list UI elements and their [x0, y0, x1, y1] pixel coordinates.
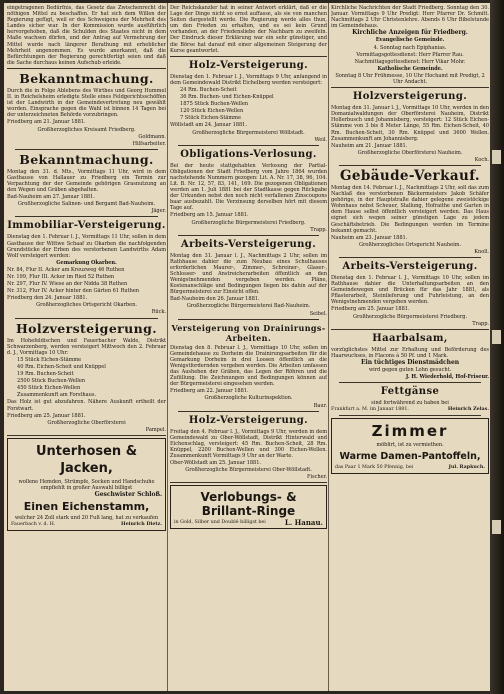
advert-footer [331, 407, 489, 413]
notice-date: Ober-Wöllstadt am 25. Januar 1881. [170, 460, 261, 467]
notice-body: Im Hohefeldischen und Fauerbacher Walde, Distrikt Schwarzenberg, werden versteigert Mittwoch den 2. Februar d. J., Vormittags 10 Uhr: [7, 337, 166, 356]
divider [170, 56, 327, 57]
notice-title: Arbeits-Versteigerung. [342, 261, 478, 272]
advert-text: wird gegen guten Lohn gesucht. [368, 367, 452, 374]
notice-body: Montag den 31. Januar l. J., Nachmittags 2 Uhr, sollen im Rathhause dahier die zum Neubau eines Schulhauses erforderlichen Maurer-, Zimmer-, Schreiner-, Glaser-, Schlosser- und Anstreicherarbeiten öffentlich an den Wenigstnehmenden vergeben werden. Pläne, Kostenanschläge und Bedingungen liegen bis dahin auf der Bürgermeisterei zur Einsicht offen. [170, 252, 327, 296]
advert-headline: Warme Damen-Pantoffeln, [339, 451, 481, 463]
notice-office: Großherzogliche Bürgermeisterei Friedberg. [352, 313, 468, 320]
divider [178, 235, 319, 236]
notice-body: Dienstag den 1. Februar l. J., Vormittags 10 Uhr, sollen im Rathhause dahier die Unterhaltungsarbeiten an den Gemeindewegen und Brücken für das Jahr 1881, als Pflasterarbeit, Steinlieferung und Fuhrleistung, an den Wenigstnehmenden vergeben werden. [331, 275, 489, 306]
notice-date: Friedberg am 21. Januar 1881. [7, 119, 86, 126]
list-item: 2500 Stück Buchen-Wellen [17, 378, 86, 385]
advert-text: möblirt, ist zu vermiethen. [376, 442, 444, 449]
notice-date: Bad-Nauheim am 27. Januar 1881. [7, 194, 95, 201]
notice-sign: Baur. [313, 402, 327, 409]
list-item: 24 Rm. Buchen-Scheit [180, 86, 237, 93]
advert-haarbalsam [331, 333, 489, 380]
notice-holzversteigerung [7, 322, 166, 433]
advert-shop: Geschwister Schloß. [94, 491, 162, 499]
notice-office: Großherzogliches Kreisamt Friedberg. [37, 126, 136, 133]
intro-text: eingetragenen Bedürfnis, das Gesetz das Zwischenrecht die nöthigen Mittel zu beschaffen. Er hat sich dem Willen der Regierung gefügt, weil er des Schweigens der Mehrheit des Landes sicher war. In der Kommission wurde ausführlich hervorgehoben, daß die Schulden des Staates nicht in dem Maße wachsen dürfen, und der Antrag auf Vermehrung der Mittel wurde nach längerer Berathung mit erheblicher Mehrheit angenommen. Es wurde anerkannt, daß die Befürchtungen der Regierung gerechtfertigt seien und daß die Sache durchaus keinen Aufschub erleide. [7, 5, 166, 66]
advert-footer [335, 465, 485, 471]
advert-footer [174, 520, 323, 526]
notice-title: Arbeits-Versteigerung. [180, 238, 317, 250]
notice-gebaeude-verkauf [331, 169, 489, 255]
list-item: 1875 Stück Buchen-Wellen [180, 101, 249, 108]
notice-sign: Jäger. [151, 208, 166, 215]
list-item: 36 Rm. Buchen- und Eichen-Knüppel [180, 94, 274, 101]
notice-sign: Knoll. [474, 248, 489, 255]
notice-drainirungs-arbeiten [170, 323, 327, 409]
list-item: 15 Stück Eichen-Stämme [17, 356, 82, 363]
notice-title: Immobiliar-Versteigerung. [7, 220, 166, 232]
church-subtitle: Evangelische Gemeinde. [375, 37, 445, 44]
advert-seller: Heinrich Zelas. [447, 406, 489, 413]
column-rule [167, 3, 168, 691]
divider [339, 415, 481, 416]
list-item: Nr. 199, Flur III. Acker im Ried 52 Ruthen [7, 274, 115, 280]
notice-office: Großherzogliche Bürgermeisterei Ober-Wöllstadt. [185, 467, 312, 474]
notice-office: Großherzogliches Ortsgericht Okarben. [36, 302, 137, 309]
notice-obligations-verlosung [170, 149, 327, 233]
list-item: Nachmittagsgottesdienst: Herr Vikar Mohr. [354, 58, 466, 65]
advert-headline: Fettgänse [380, 386, 440, 398]
notice-date: Friedberg den 24. Januar 1881. [7, 295, 88, 302]
notice-office: Großherzogliche Bürgermeisterei Friedberg. [191, 219, 306, 226]
list-item: Vormittagsgottesdienst: Herr Pfarrer Rau. [356, 51, 464, 58]
list-item: 19 Rm. Buchen-Scheit [17, 371, 74, 378]
notice-office: Großherzogliche Bürgermeisterei Wöllstadt. [192, 129, 305, 136]
notice-date: Bad-Nauheim den 26. Januar 1881. [170, 296, 260, 303]
notice-holzversteigerung [331, 91, 489, 163]
church-title: Kirchliche Anzeigen für Friedberg. [352, 29, 468, 37]
list-item: 450 Stück Eichen-Wellen [17, 385, 81, 392]
notice-arbeits-versteigerung [331, 261, 489, 327]
notice-office: Großherzogliche Bürgermeisterei Bad-Nauheim. [186, 303, 311, 310]
divider [15, 216, 158, 217]
list-item: Nr. 297, Flur IV. Wiese an der Nidda 38 Ruthen [7, 281, 128, 288]
advert-headline: Verlobungs- & Brillant-Ringe [200, 490, 297, 519]
notice-sign: Goldmann. [138, 133, 166, 140]
notice-sign: Rück. [151, 309, 166, 316]
advert-place: Fauerbach v. d. H. [11, 522, 56, 528]
list-item: Sonntag 8 Uhr Frühmesse, 10 Uhr Hochamt mit Predigt, 2 Uhr Andacht. [335, 72, 485, 86]
notice-body: Dienstag den 1. Februar l. J., Vormittags 9 Uhr, anfangend in dem Gemeindewald Distrikt Eichelberg werden versteigert: [170, 73, 327, 86]
advert-headline: Einen Eichenstamm, [23, 500, 150, 514]
advert-text: wollene Hemden, Strümpfe, Socken und Handschuhe empfiehlt in großer Auswahl billigst [18, 478, 155, 491]
notice-title: Holz-Versteigerung. [188, 414, 309, 426]
divider [15, 149, 158, 150]
notice-body: Dienstag den 1. Februar l. J., Vormittags 11 Uhr, sollen in dem Gasthause der Wittwe Schaaf zu Okarben die nachfolgenden Grundstücke der Erben des verstorbenen Landwirths Adam Wolf versteigert werden: [7, 234, 166, 259]
notice-title: Bekanntmachung. [19, 151, 154, 167]
column-left [7, 5, 166, 689]
advert-text: welcher 24 Zoll stark und 20 Fuß lang, hat zu verkaufen [14, 515, 159, 522]
notice-body: Dienstag den 8. Februar l. J., Vormittags 10 Uhr, sollen im Gemeindehause zu Dorheim die Drainirungsarbeiten für die Gemarkung Dorheim in drei Loosen öffentlich an die Wenigstfordernden vergeben werden. Die Arbeiten umfassen das Ausheben der Gräben, das Legen der Röhren und die Zufüllung. Die Zeichnungen und Bedingungen können auf der Bürgermeisterei eingesehen werden. [170, 344, 327, 388]
notice-sign-role: Hilfsarbeiter. [132, 140, 166, 147]
notice-sign: Seibel. [309, 310, 327, 317]
notice-sign: Fischer. [306, 474, 327, 481]
notice-date: Friedberg am 22. Januar 1881. [170, 388, 249, 395]
advert-fettgaense [331, 386, 489, 413]
advert-headline: Zimmer [371, 422, 449, 441]
divider [15, 318, 158, 319]
advert-text: das Paar 1 Mark 50 Pfennig, bei [335, 465, 414, 471]
advert-unterhosen [7, 438, 166, 531]
notice-sign: Trapp. [310, 226, 327, 233]
notice-sign: Pampel. [145, 426, 166, 433]
divider [339, 257, 481, 258]
binding-tab [492, 150, 501, 164]
notice-arbeits-versteigerung [170, 239, 327, 317]
newspaper-page [4, 3, 491, 691]
advert-seller: Heinrich Dietz. [121, 521, 162, 528]
advert-seller: Jul. Rapkuch. [448, 464, 485, 471]
notice-body: Montag den 31. Januar l. J., Vormittags 10 Uhr, werden in den Domanialwaldungen der Oberförsterei Nauheim, Distrikt Hollerbusch und Johannisberg, versteigert: 12 Stück Eichen-Stämme von 3 bis 8 Meter Länge, 55 Rm. Eichen-Scheit, 40 Rm. Buchen-Scheit, 30 Rm. Knüppel und 3600 Wellen. Zusammenkunft am Johannisberg. [331, 105, 489, 142]
divider [170, 482, 327, 483]
notice-holz-versteigerung-2 [170, 415, 327, 481]
table-head: Gemarkung Okarben. [56, 259, 117, 266]
advert-seller: L. Hanau. [284, 518, 323, 528]
column-rule [328, 3, 329, 691]
notice-body: Montag den 14. Februar l. J., Nachmittags 2 Uhr, soll das zum Nachlaß des verstorbenen Bäckermeisters Jakob Schäfer gehörige, in der Hauptstraße dahier gelegene zweistöckige Wohnhaus nebst Scheuer, Stallung, Hofraithe und Garten in dem Hause selbst öffentlich versteigert werden. Das Haus eignet sich wegen seiner günstigen Lage zu jedem Geschäftsbetrieb. Die Bedingungen werden im Termine bekannt gemacht. [331, 184, 489, 234]
divider [331, 87, 489, 88]
notice-title: Versteigerung von Drainirungs-Arbeiten. [171, 322, 326, 343]
notice-sign: Trapp. [472, 320, 489, 327]
advert-text: in Gold, Silber und Doublé billigst bei [174, 520, 266, 526]
column-right [331, 5, 489, 689]
notice-immobiliar [7, 220, 166, 315]
notice-body: Freitag den 4. Februar l. J., Vormittags 9 Uhr, werden in dem Gemeindewald zu Ober-Wöllstadt, Distrikt Hinterwald und Eichenschlag, versteigert: 45 Rm. Buchen-Scheit, 28 Rm. Knüppel, 2200 Buchen-Wellen und 300 Eichen-Wellen. Zusammenkunft Vormittags 9 Uhr an der Warte. [170, 428, 327, 459]
notice-date: Nauheim am 21. Januar 1881. [331, 142, 408, 149]
divider [7, 435, 166, 436]
divider [178, 145, 319, 146]
advert-date: Frankfurt a. M. im Januar 1881. [331, 407, 409, 413]
notice-date: Wöllstadt am 24. Januar 1881. [170, 122, 247, 129]
notice-body: Bei der heute stattgehabten Verlosung der Partial-Obligationen der Stadt Friedberg vom Jahre 1864 wurden nachstehende Nummern gezogen: Lit. A. Nr. 17, 38, 96, 104. Lit. B. Nr. 12, 57, 83, 141, 169. Die gezogenen Obligationen werden am 1. Juli 1881 bei der Stadtkasse gegen Rückgabe der Urkunden nebst den noch nicht verfallenen Zinscoupons baar ausbezahlt. Die Verzinsung derselben hört mit diesem Tage auf. [170, 162, 327, 212]
intro-text: Kirchliche Nachrichten der Stadt Friedberg. Sonntag den 30. Januar. Vormittags 9 Uhr Predigt: Herr Pfarrer Dr. Schmitt. Nachmittags 2 Uhr Christenlehre. Abends 6 Uhr Bibelstunde im Gemeindehaus. [331, 5, 489, 30]
advert-footer [11, 522, 162, 528]
list-item: Nr. 312, Flur IV. Acker hinter den Gärten 61 Ruthen [7, 288, 140, 295]
notice-title: Obligations-Verlosung. [180, 148, 317, 160]
list-item: Katholische Gemeinde. [377, 65, 443, 72]
notice-title: Holzversteigerung. [15, 320, 158, 336]
notice-title: Gebäude-Verkauf. [339, 167, 481, 184]
notice-bekanntmachung-1 [7, 72, 166, 147]
advert-text: sind fortwährend zu haben bei [371, 400, 449, 407]
binding-tab [492, 520, 501, 534]
divider [339, 165, 481, 166]
notice-sign: Koch. [474, 156, 489, 163]
divider [331, 329, 489, 330]
advert-seller: J. H. Wiederhold, Hof-Friseur. [405, 374, 489, 381]
divider [7, 68, 166, 69]
divider [339, 382, 481, 383]
notice-office: Großherzogliche Oberförsterei [47, 419, 126, 426]
notice-office: Großherzogliches Ortsgericht Nauheim. [358, 241, 462, 248]
advert-ringe [170, 485, 327, 529]
notice-body: Montag den 31. d. Mts., Vormittags 11 Uhr, wird in dem Gasthause von Hallauer zu Friedberg ein Termin zur Verpachtung der der Gemeinde gehörigen Grasnutzung an den Wegen und Gräben abgehalten. [7, 168, 166, 194]
list-item: 40 Rm. Eichen-Scheit und Knüppel [17, 363, 106, 370]
list-item: 4. Sonntag nach Epiphanias. [373, 44, 447, 51]
notice-title: Holz-Versteigerung. [188, 59, 309, 71]
binding-tab [492, 330, 501, 344]
notice-date: Friedberg am 25. Januar 1881. [7, 412, 86, 419]
notice-holz-versteigerung-1 [170, 60, 327, 143]
advert-text: Ein tüchtiges Dienstmädchen [360, 358, 460, 366]
list-item: 120 Stück Eichen-Wellen [180, 108, 244, 115]
advert-headline: Unterhosen & Jacken, [35, 443, 138, 476]
intro-text: Der Reichskanzler hat in seiner Antwort erklärt, daß er die Lage der Dinge nicht so ernst auffasse, als sie von manchen Seiten dargestellt werde. Die Regierung werde alles thun, um den Frieden zu erhalten, und es sei kein Grund vorhanden, an der Friedensliebe der Nachbarn zu zweifeln. Der Eindruck dieser Erklärung war ein sehr günstiger, und die Börse hat darauf mit einer allgemeinen Steigerung der Kurse geantwortet. [170, 5, 327, 54]
notice-note: Das Holz ist gut abzufahren. Nähere Auskunft ertheilt der Forstwart. [7, 399, 166, 412]
notice-bekanntmachung-2 [7, 153, 166, 215]
list-item: Nr. 84, Flur II. Acker am Kreuzweg 46 Ruthen [7, 266, 125, 273]
notice-date: Friedberg am 15. Januar 1881. [170, 212, 249, 219]
notice-sign: Weil. [314, 136, 327, 143]
church-notices [331, 30, 489, 85]
notice-office: Großherzogliche Salinen- und Bergamt Bad-Nauheim. [17, 201, 156, 208]
divider [178, 411, 319, 412]
advert-headline: Haarbalsam, [372, 332, 448, 344]
notice-date: Friedberg am 25. Januar 1881. [331, 306, 410, 313]
binding-spine [490, 0, 504, 694]
notice-title: Holzversteigerung. [352, 91, 468, 103]
notice-title: Bekanntmachung. [19, 70, 154, 86]
list-item: Zusammenkunft am Forsthaus. [17, 392, 97, 399]
notice-date: Nauheim am 23. Januar 1881. [331, 234, 408, 241]
notice-office: Großherzogliche Oberförsterei Nauheim. [357, 149, 463, 156]
divider [178, 319, 319, 320]
notice-office: Großherzogliche Kulturinspektion. [204, 395, 293, 402]
advert-text: vorzüglichstes Mittel zur Erhaltung und Beförderung des Haarwuchses, in Flacons à 50 Pf. und 1 Mark. [331, 346, 489, 359]
advert-zimmer-pantoffeln [331, 418, 489, 474]
column-middle [170, 5, 327, 689]
list-item: 7 Stück Eichen-Stämme [180, 115, 241, 122]
notice-body: Durch die in Folge Ablebens des Wirthes und Georg Hummel II. in Reichelsheim erledigte Stelle eines Feldgerichtsschöffen ist der Landwirth in der Gemeindevertretung neu gewählt worden. Einsprache gegen die Wahl ist binnen 14 Tagen bei der unterzeichneten Behörde vorzubringen. [7, 87, 166, 119]
